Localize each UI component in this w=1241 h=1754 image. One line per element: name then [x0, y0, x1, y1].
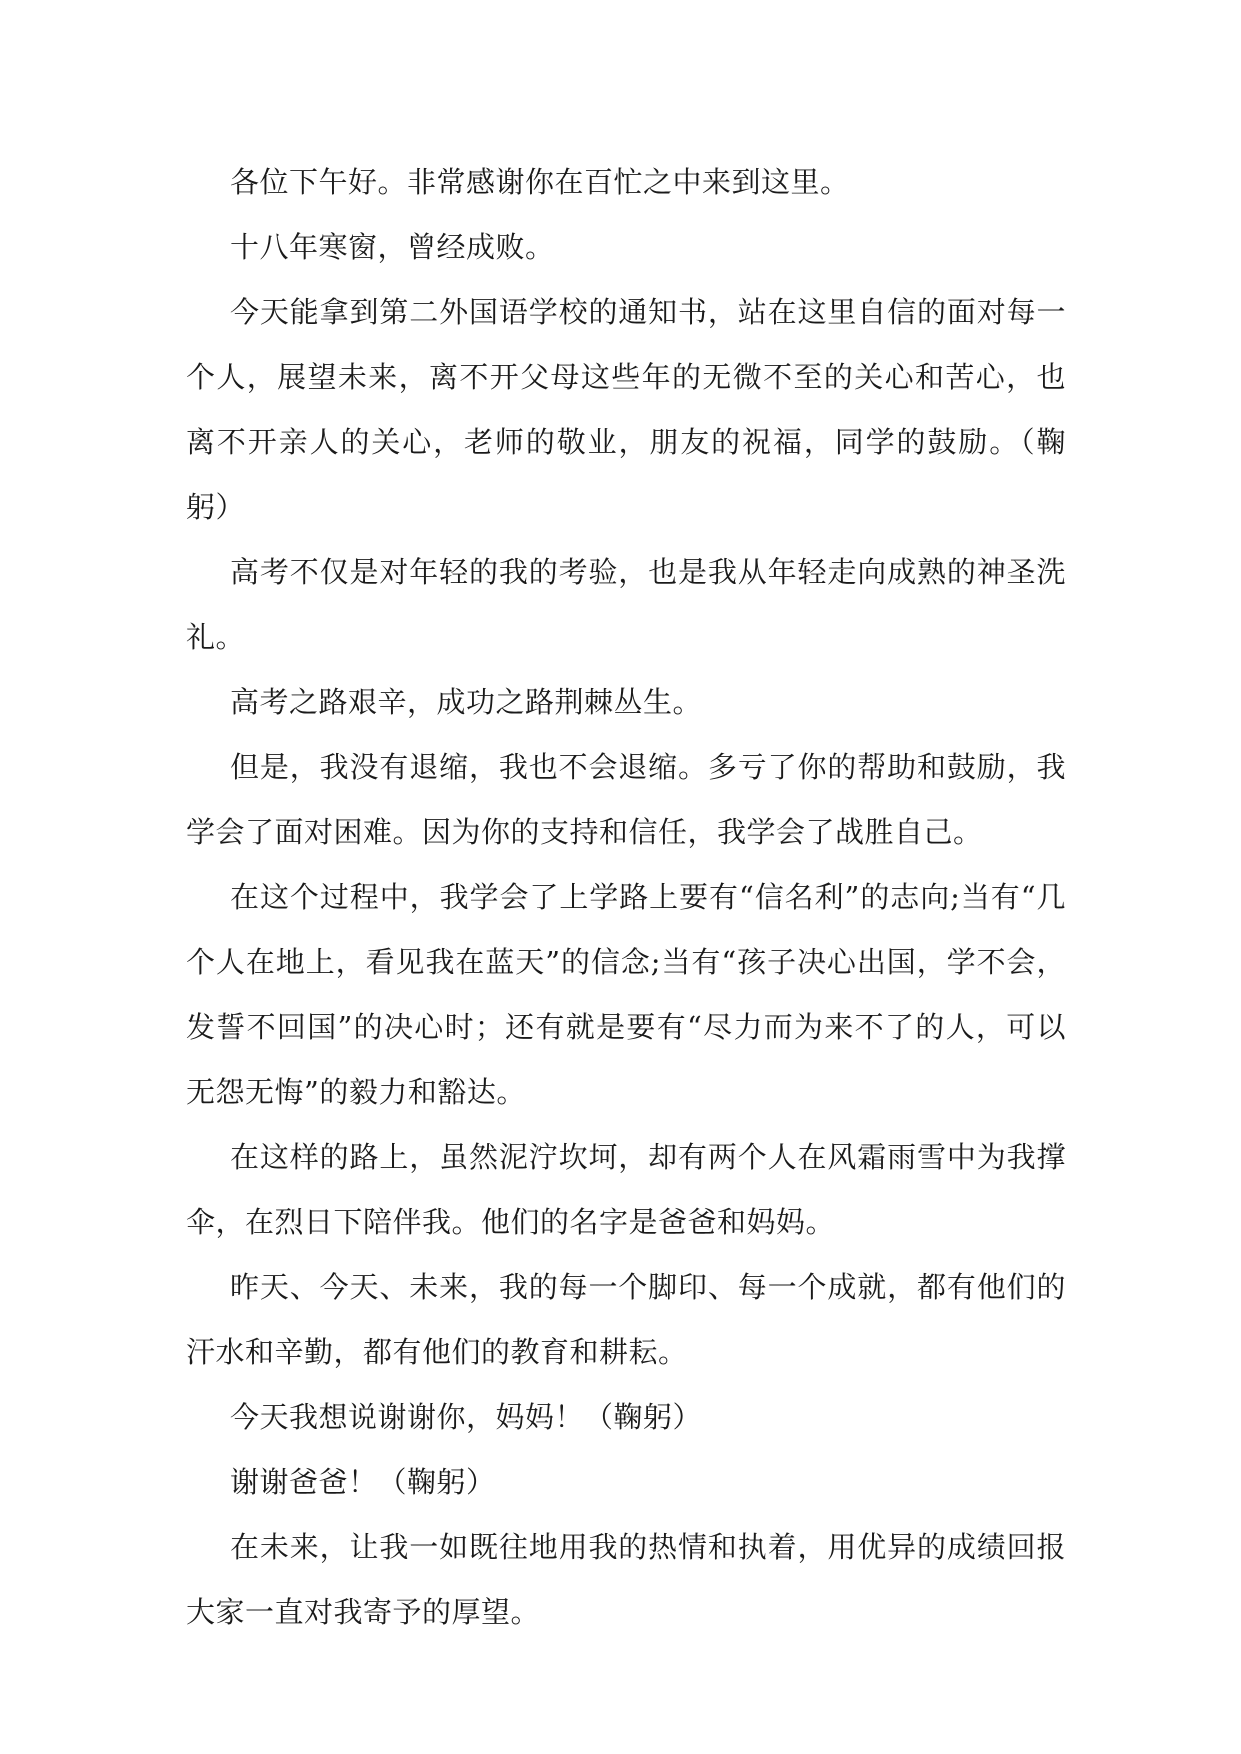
paragraph: 在未来，让我一如既往地用我的热情和执着，用优异的成绩回报大家一直对我寄予的厚望。	[186, 1530, 1066, 1629]
paragraph: 在这样的路上，虽然泥泞坎坷，却有两个人在风霜雨雪中为我撑伞，在烈日下陪伴我。他们的名字是爸爸和妈妈。	[186, 1140, 1066, 1239]
paragraph: 高考之路艰辛，成功之路荆棘丛生。	[230, 685, 703, 719]
paragraph: 高考不仅是对年轻的我的考验，也是我从年轻走向成熟的神圣洗礼。	[186, 555, 1066, 654]
paragraph: 十八年寒窗，曾经成败。	[230, 230, 555, 264]
paragraph: 但是，我没有退缩，我也不会退缩。多亏了你的帮助和鼓励，我学会了面对困难。因为你的支持和信任，我学会了战胜自己。	[186, 750, 1066, 849]
paragraph: 今天能拿到第二外国语学校的通知书，站在这里自信的面对每一个人，展望未来，离不开父母这些年的无微不至的关心和苦心，也离不开亲人的关心，老师的敬业，朋友的祝福，同学的鼓励。（鞠躬）	[186, 295, 1066, 524]
document-body	[186, 150, 1066, 1645]
paragraph: 今天我想说谢谢你，妈妈！（鞠躬）	[230, 1400, 703, 1434]
paragraph: 各位下午好。非常感谢你在百忙之中来到这里。	[230, 165, 850, 199]
paragraph: 谢谢爸爸！（鞠躬）	[230, 1465, 496, 1499]
paragraph: 昨天、今天、未来，我的每一个脚印、每一个成就，都有他们的汗水和辛勤，都有他们的教育和耕耘。	[186, 1270, 1066, 1369]
paragraph: 在这个过程中，我学会了上学路上要有“信名利”的志向;当有“几个人在地上，看见我在蓝天”的信念;当有“孩子决心出国，学不会，发誓不回国”的决心时；还有就是要有“尽力而为来不了的人，可以无怨无悔”的毅力和豁达。	[186, 880, 1066, 1109]
